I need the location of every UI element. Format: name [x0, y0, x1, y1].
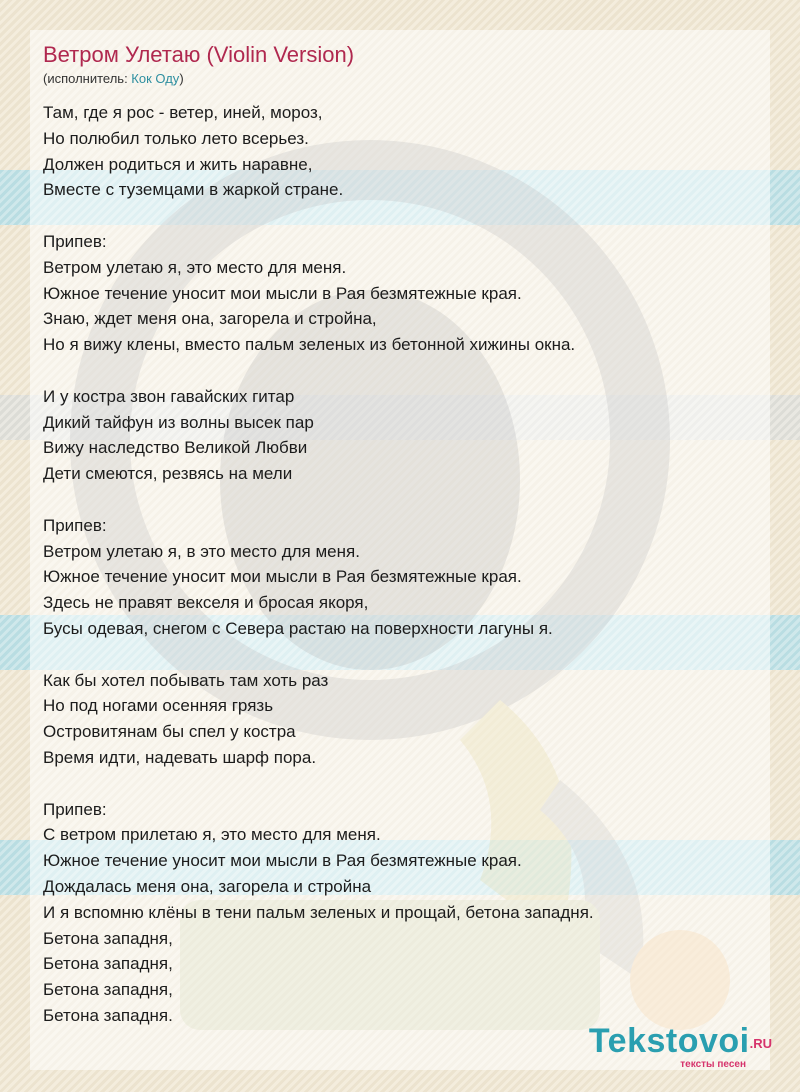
site-logo-name: Tekstovoi — [588, 1022, 750, 1060]
artist-line — [43, 70, 763, 88]
lyric-line: И у костра звон гавайских гитар — [43, 386, 295, 406]
lyric-line: Знаю, ждет меня она, загорела и стройна, — [43, 309, 377, 329]
lyric-line: Но полюбил только лето всерьез. — [43, 128, 309, 148]
lyrics-text — [43, 100, 763, 1029]
lyric-line: Южное течение уносит мои мысли в Рая безмятежные края. — [43, 567, 522, 587]
lyric-line: Вижу наследство Великой Любви — [43, 438, 308, 458]
lyric-line: Бетона западня. — [43, 1005, 173, 1025]
lyric-line: Здесь не правят векселя и бросая якоря, — [43, 593, 369, 613]
lyric-blank-line — [43, 771, 763, 797]
lyric-line: Южное течение уносит мои мысли в Рая безмятежные края. — [43, 283, 522, 303]
lyric-line: Бусы одевая, снегом с Севера растаю на поверхности лагуны я. — [43, 618, 553, 638]
lyric-line: Островитянам бы спел у костра — [43, 722, 296, 742]
lyric-line: Но я вижу клены, вместо пальм зеленых из бетонной хижины окна. — [43, 335, 576, 355]
lyric-line: Вместе с туземцами в жаркой стране. — [43, 180, 344, 200]
lyric-line: Припев: — [43, 799, 107, 819]
lyric-line: Там, где я рос - ветер, иней, мороз, — [43, 103, 323, 122]
lyric-blank-line — [43, 203, 763, 229]
lyric-line: Дождалась меня она, загорела и стройна — [43, 876, 372, 896]
lyric-line: Дикий тайфун из волны высек пар — [43, 412, 314, 432]
lyric-line: Бетона западня, — [43, 928, 173, 948]
artist-link[interactable]: Кок Оду — [131, 71, 180, 86]
lyric-line: И я вспомню клёны в тени пальм зеленых и прощай, бетона западня. — [43, 902, 594, 922]
lyric-line: Припев: — [43, 231, 107, 251]
lyric-line: Как бы хотел побывать там хоть раз — [43, 670, 329, 690]
lyric-blank-line — [43, 642, 763, 668]
lyric-line: Припев: — [43, 515, 107, 535]
lyric-blank-line — [43, 358, 763, 384]
lyric-line: Должен родиться и жить наравне, — [43, 154, 313, 174]
site-logo-tld: .RU — [749, 1036, 772, 1051]
artist-suffix: ) — [179, 71, 184, 86]
song-title: Ветром Улетаю (Violin Version) — [43, 42, 355, 67]
lyric-line: Ветром улетаю я, это место для меня. — [43, 257, 347, 277]
lyric-line: Время идти, надевать шарф пора. — [43, 747, 317, 767]
lyric-line: Но под ногами осенняя грязь — [43, 696, 274, 716]
lyric-line: Бетона западня, — [43, 980, 173, 1000]
artist-prefix: (исполнитель: — [43, 71, 132, 86]
lyric-line: С ветром прилетаю я, это место для меня. — [43, 825, 381, 845]
lyric-line: Бетона западня, — [43, 954, 173, 974]
site-logo-text — [589, 1024, 772, 1061]
lyric-line: Ветром улетаю я, в это место для меня. — [43, 541, 360, 561]
lyric-line: Дети смеются, резвясь на мели — [43, 464, 293, 484]
site-logo-tagline: тексты песен — [680, 1059, 746, 1070]
lyric-blank-line — [43, 487, 763, 513]
lyric-line: Южное течение уносит мои мысли в Рая безмятежные края. — [43, 851, 522, 871]
site-logo[interactable] — [589, 1024, 772, 1070]
lyrics-container — [43, 40, 763, 1029]
